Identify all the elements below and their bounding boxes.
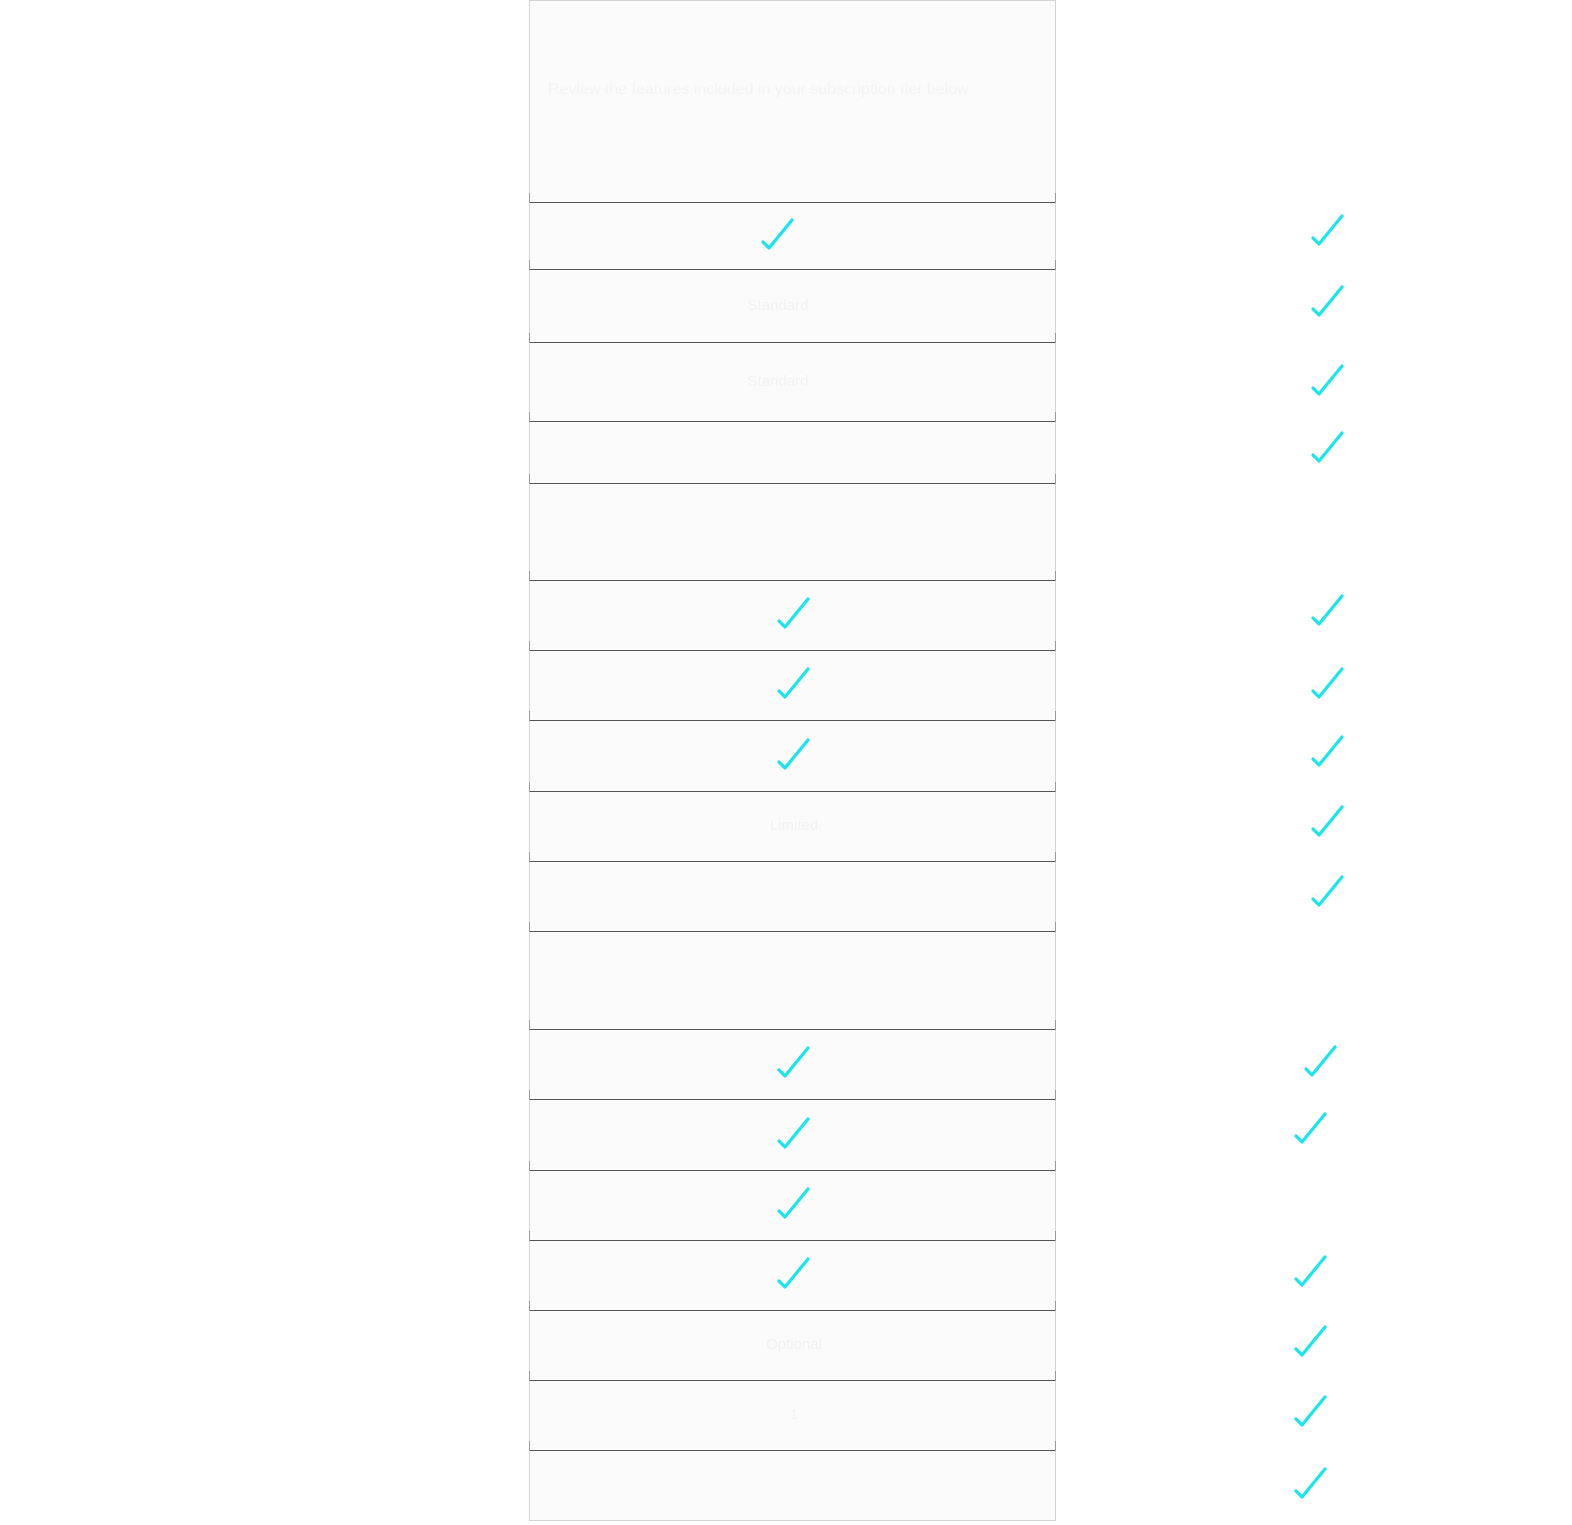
checkmark-icon <box>1311 214 1345 250</box>
checkmark-icon <box>1311 364 1345 400</box>
row-divider <box>530 931 1055 932</box>
checkmark-icon <box>1311 285 1345 321</box>
plan-column-card <box>529 0 1056 1521</box>
checkmark-icon <box>1294 1467 1328 1503</box>
checkmark-icon <box>777 738 811 774</box>
row-divider <box>530 861 1055 862</box>
checkmark-icon <box>777 667 811 703</box>
feature-value: Optional <box>766 1336 822 1353</box>
checkmark-icon <box>1294 1325 1328 1361</box>
checkmark-icon <box>777 1046 811 1082</box>
row-divider <box>530 1099 1055 1100</box>
plan-title: Online Business Subscription Plan Details <box>548 43 952 65</box>
plan-header <box>530 1 1055 202</box>
row-divider <box>530 791 1055 792</box>
feature-value: Limited <box>769 817 819 834</box>
checkmark-icon <box>1294 1255 1328 1291</box>
checkmark-icon <box>1311 594 1345 630</box>
checkmark-icon <box>1311 805 1345 841</box>
row-divider <box>530 1240 1055 1241</box>
row-divider <box>530 202 1055 203</box>
row-divider <box>530 421 1055 422</box>
row-divider <box>530 269 1055 270</box>
checkmark-icon <box>1311 431 1345 467</box>
row-divider <box>530 483 1055 484</box>
checkmark-icon <box>1294 1112 1328 1148</box>
row-divider <box>530 720 1055 721</box>
row-divider <box>530 1380 1055 1381</box>
row-divider <box>530 1170 1055 1171</box>
checkmark-icon <box>777 1117 811 1153</box>
checkmark-icon <box>777 1187 811 1223</box>
checkmark-icon <box>1311 735 1345 771</box>
checkmark-icon <box>1311 875 1345 911</box>
row-divider <box>530 1310 1055 1311</box>
row-divider <box>530 1029 1055 1030</box>
row-divider <box>530 650 1055 651</box>
checkmark-icon <box>1311 667 1345 703</box>
feature-value: Standard <box>747 372 809 390</box>
plan-description: Review the features included in your subscription tier below. <box>548 81 973 98</box>
feature-value: Standard <box>747 296 809 314</box>
feature-value: 1 <box>789 1406 799 1423</box>
checkmark-icon <box>1294 1395 1328 1431</box>
checkmark-icon <box>777 1257 811 1293</box>
row-divider <box>530 1450 1055 1451</box>
row-divider <box>530 580 1055 581</box>
checkmark-icon <box>761 218 795 254</box>
checkmark-icon <box>777 597 811 633</box>
checkmark-icon <box>1304 1045 1338 1081</box>
row-divider <box>530 342 1055 343</box>
